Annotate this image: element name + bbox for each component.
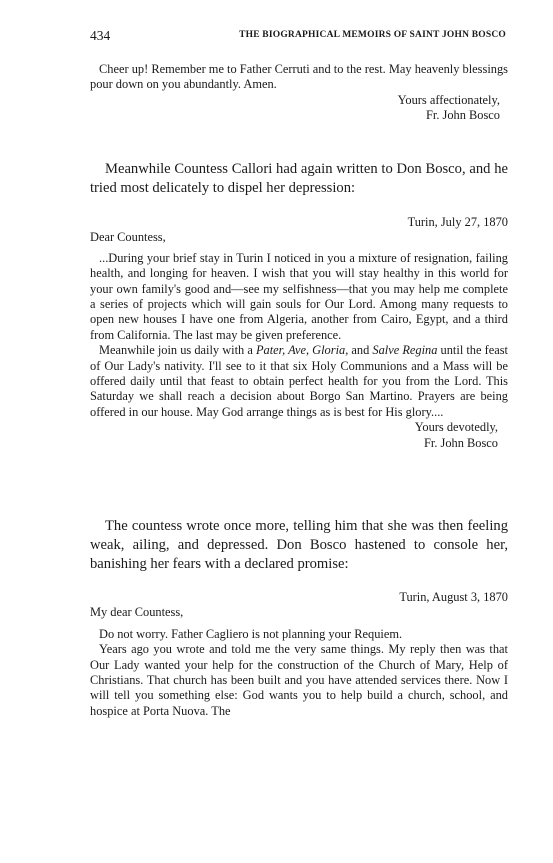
running-title: THE BIOGRAPHICAL MEMOIRS OF SAINT JOHN BOSCO [239,30,506,40]
letter2-dateline: Turin, July 27, 1870 [407,215,508,229]
page-header [90,28,508,44]
letter2-salutation: Dear Countess, [90,230,166,245]
letter1-text: Cheer up! Remember me to Father Cerruti and to the rest. May heavenly blessings pour down on you abundantly. Amen. [90,62,508,92]
p2-prayers: Pater, Ave, Gloria, [255,343,349,358]
letter3-paragraph-1: Do not worry. Father Cagliero is not planning your Requiem. [99,626,403,641]
p2-text-b: until the feast of Our Lady's nativity. I'll see to it that six Holy Communions and a Mass will be offered daily until that feast to obtain perfect health for you from the Lord. This Saturday we shall reach a decision about Borgo San Martino. Prayers are being offered in our house. May God arrange things as is best for His glory.... [90,343,508,419]
p2-salve-regina: Salve Regina [372,343,438,358]
page-number: 434 [90,28,111,43]
letter3-dateline: Turin, August 3, 1870 [399,590,508,604]
letter2 [90,215,508,451]
letter1-signature: Fr. John Bosco [425,108,500,123]
letter1-closing: Yours affectionately, [397,92,500,107]
narrative2-text: The countess wrote once more, telling him that she was then feeling weak, ailing, and depressed. Don Bosco hastened to console her, banishing her fears with a declared promise: [90,518,508,572]
letter3-salutation: My dear Countess, [90,605,184,620]
p2-text-and: and [348,343,373,358]
letter2-closing: Yours devotedly, [414,420,498,435]
letter3 [90,590,508,719]
narrative1-text: Meanwhile Countess Callori had again written to Don Bosco, and he tried most delicately to dispel her depression: [90,161,508,196]
letter2-paragraph-1: ...During your brief stay in Turin I noticed in you a mixture of resignation, failing health, and longing for heaven. I wish that you will stay healthy in this world for your own family's good and—see my selfishness—that you may help me complete a series of projects which will gain souls for Our Lord. Among many requests to open new houses I have one from Algeria, another from Cairo, Egypt, and a third from California. The last may be given preference. [90,250,508,342]
letter2-signature: Fr. John Bosco [423,435,498,450]
p2-text-a: Meanwhile join us daily with a [99,343,256,358]
letter1-close [90,62,508,124]
narrative-paragraph-2 [90,517,508,574]
letter3-paragraph-2: Years ago you wrote and told me the very same things. My reply then was that Our Lady wanted your help for the construction of the Church of Mary, Help of Christians. That church has been built and you have attended services there. Now I will tell you something else: God wants you to help build a church, school, and hospice at Porta Nuova. The [90,642,508,718]
narrative-paragraph-1 [90,160,508,198]
letter2-paragraph-2 [90,343,508,420]
